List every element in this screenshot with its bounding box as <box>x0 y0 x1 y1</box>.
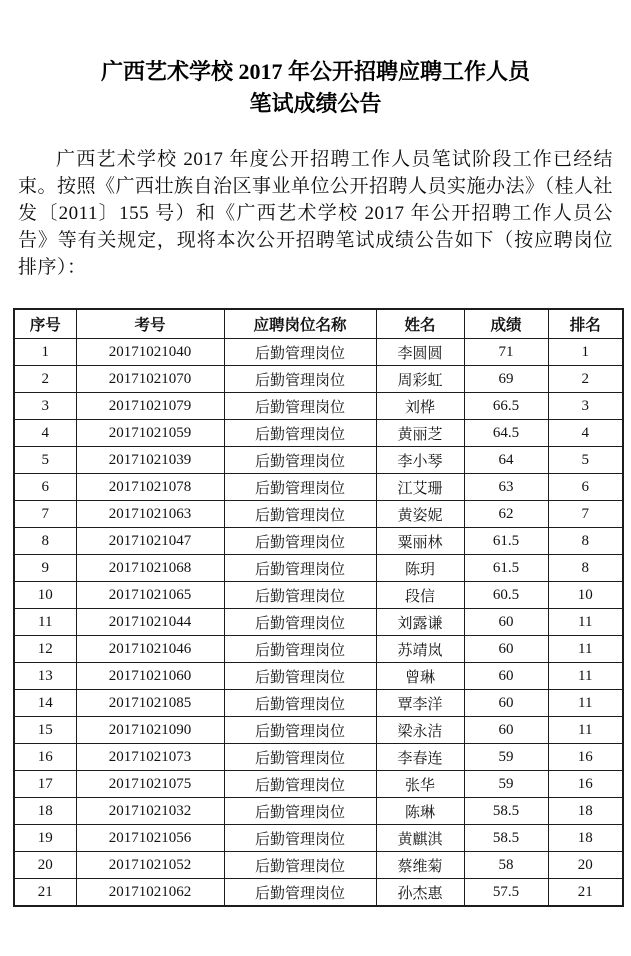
table-cell: 60.5 <box>464 582 548 609</box>
table-row <box>14 690 623 717</box>
table-cell: 21 <box>14 879 76 907</box>
table-cell: 苏靖岚 <box>376 636 464 663</box>
table-cell: 20171021073 <box>76 744 224 771</box>
table-cell: 20171021070 <box>76 366 224 393</box>
intro-paragraph: 广西艺术学校 2017 年度公开招聘工作人员笔试阶段工作已经结束。按照《广西壮族自治区事业单位公开招聘人员实施办法》（桂人社发〔2011〕155 号）和《广西艺术学校 2017 年公开招聘工作人员公告》等有关规定，现将本次公开招聘笔试成绩公告如下（按应聘岗位排序）： <box>18 149 614 278</box>
table-cell: 曾琳 <box>376 663 464 690</box>
table-cell: 20171021090 <box>76 717 224 744</box>
table-row <box>14 339 623 366</box>
table-cell: 后勤管理岗位 <box>224 366 376 393</box>
document-title <box>30 56 601 120</box>
table-cell: 61.5 <box>464 555 548 582</box>
table-cell: 58 <box>464 852 548 879</box>
table-row <box>14 609 623 636</box>
table-cell: 60 <box>464 663 548 690</box>
table-cell: 20171021063 <box>76 501 224 528</box>
table-cell: 2 <box>548 366 623 393</box>
table-cell: 14 <box>14 690 76 717</box>
table-cell: 李春连 <box>376 744 464 771</box>
table-cell: 20171021060 <box>76 663 224 690</box>
table-cell: 后勤管理岗位 <box>224 528 376 555</box>
table-cell: 11 <box>548 690 623 717</box>
table-cell: 7 <box>14 501 76 528</box>
table-cell: 12 <box>14 636 76 663</box>
table-row <box>14 582 623 609</box>
table-row <box>14 798 623 825</box>
column-header: 成绩 <box>464 309 548 339</box>
table-cell: 4 <box>14 420 76 447</box>
table-cell: 10 <box>14 582 76 609</box>
document-title-line-2: 笔试成绩公告 <box>249 91 382 116</box>
table-cell: 6 <box>14 474 76 501</box>
column-header: 序号 <box>14 309 76 339</box>
table-cell: 17 <box>14 771 76 798</box>
table-cell: 黄麒淇 <box>376 825 464 852</box>
page <box>0 56 631 956</box>
table-cell: 60 <box>464 690 548 717</box>
table-cell: 20171021046 <box>76 636 224 663</box>
table-row <box>14 717 623 744</box>
table-cell: 后勤管理岗位 <box>224 636 376 663</box>
table-cell: 后勤管理岗位 <box>224 798 376 825</box>
table-cell: 16 <box>548 771 623 798</box>
table-cell: 62 <box>464 501 548 528</box>
table-cell: 11 <box>14 609 76 636</box>
table-row <box>14 825 623 852</box>
table-cell: 61.5 <box>464 528 548 555</box>
table-cell: 11 <box>548 636 623 663</box>
table-row <box>14 744 623 771</box>
table-cell: 后勤管理岗位 <box>224 339 376 366</box>
table-cell: 15 <box>14 717 76 744</box>
table-cell: 18 <box>548 825 623 852</box>
table-cell: 刘桦 <box>376 393 464 420</box>
table-cell: 66.5 <box>464 393 548 420</box>
table-cell: 20171021032 <box>76 798 224 825</box>
table-cell: 江艾珊 <box>376 474 464 501</box>
table-row <box>14 879 623 907</box>
table-cell: 陈琳 <box>376 798 464 825</box>
table-row <box>14 852 623 879</box>
table-cell: 71 <box>464 339 548 366</box>
table-cell: 10 <box>548 582 623 609</box>
table-cell: 16 <box>548 744 623 771</box>
table-cell: 黄丽芝 <box>376 420 464 447</box>
table-cell: 9 <box>14 555 76 582</box>
announcement-document <box>0 56 631 956</box>
table-cell: 粟丽林 <box>376 528 464 555</box>
table-cell: 后勤管理岗位 <box>224 447 376 474</box>
table-cell: 60 <box>464 636 548 663</box>
results-table <box>13 308 624 907</box>
table-cell: 梁永洁 <box>376 717 464 744</box>
table-header-row <box>14 309 623 339</box>
table-cell: 7 <box>548 501 623 528</box>
table-cell: 13 <box>14 663 76 690</box>
table-cell: 19 <box>14 825 76 852</box>
table-cell: 后勤管理岗位 <box>224 879 376 907</box>
table-cell: 1 <box>14 339 76 366</box>
table-cell: 4 <box>548 420 623 447</box>
table-cell: 11 <box>548 663 623 690</box>
table-cell: 张华 <box>376 771 464 798</box>
table-row <box>14 420 623 447</box>
table-cell: 陈玥 <box>376 555 464 582</box>
table-cell: 18 <box>548 798 623 825</box>
table-cell: 段信 <box>376 582 464 609</box>
table-cell: 57.5 <box>464 879 548 907</box>
table-cell: 60 <box>464 717 548 744</box>
table-cell: 后勤管理岗位 <box>224 609 376 636</box>
table-cell: 后勤管理岗位 <box>224 663 376 690</box>
table-row <box>14 393 623 420</box>
table-cell: 69 <box>464 366 548 393</box>
table-cell: 20 <box>548 852 623 879</box>
table-cell: 后勤管理岗位 <box>224 474 376 501</box>
table-cell: 3 <box>548 393 623 420</box>
table-cell: 2 <box>14 366 76 393</box>
table-cell: 20171021062 <box>76 879 224 907</box>
table-cell: 60 <box>464 609 548 636</box>
table-cell: 后勤管理岗位 <box>224 690 376 717</box>
table-cell: 3 <box>14 393 76 420</box>
table-cell: 1 <box>548 339 623 366</box>
table-cell: 20171021078 <box>76 474 224 501</box>
table-cell: 后勤管理岗位 <box>224 555 376 582</box>
table-cell: 20171021056 <box>76 825 224 852</box>
table-row <box>14 501 623 528</box>
table-cell: 8 <box>548 555 623 582</box>
table-cell: 16 <box>14 744 76 771</box>
table-cell: 后勤管理岗位 <box>224 771 376 798</box>
column-header: 应聘岗位名称 <box>224 309 376 339</box>
table-cell: 20171021052 <box>76 852 224 879</box>
results-table-body <box>14 339 623 907</box>
table-cell: 20171021085 <box>76 690 224 717</box>
table-cell: 8 <box>14 528 76 555</box>
column-header: 排名 <box>548 309 623 339</box>
table-cell: 20 <box>14 852 76 879</box>
table-cell: 李圆圆 <box>376 339 464 366</box>
table-cell: 李小琴 <box>376 447 464 474</box>
table-cell: 黄姿妮 <box>376 501 464 528</box>
table-cell: 11 <box>548 609 623 636</box>
table-cell: 后勤管理岗位 <box>224 420 376 447</box>
table-cell: 后勤管理岗位 <box>224 852 376 879</box>
table-cell: 59 <box>464 744 548 771</box>
table-cell: 8 <box>548 528 623 555</box>
table-cell: 周彩虹 <box>376 366 464 393</box>
table-cell: 后勤管理岗位 <box>224 744 376 771</box>
table-cell: 18 <box>14 798 76 825</box>
table-cell: 63 <box>464 474 548 501</box>
table-cell: 21 <box>548 879 623 907</box>
table-cell: 58.5 <box>464 798 548 825</box>
column-header: 姓名 <box>376 309 464 339</box>
table-row <box>14 555 623 582</box>
table-cell: 5 <box>14 447 76 474</box>
table-cell: 59 <box>464 771 548 798</box>
table-cell: 20171021065 <box>76 582 224 609</box>
table-cell: 后勤管理岗位 <box>224 717 376 744</box>
table-row <box>14 447 623 474</box>
table-cell: 后勤管理岗位 <box>224 501 376 528</box>
table-cell: 20171021047 <box>76 528 224 555</box>
table-cell: 11 <box>548 717 623 744</box>
table-cell: 蔡维菊 <box>376 852 464 879</box>
table-cell: 20171021075 <box>76 771 224 798</box>
table-cell: 64 <box>464 447 548 474</box>
table-cell: 20171021059 <box>76 420 224 447</box>
table-row <box>14 528 623 555</box>
document-title-line-1: 广西艺术学校 2017 年公开招聘应聘工作人员 <box>100 59 530 84</box>
table-row <box>14 771 623 798</box>
table-cell: 刘露谦 <box>376 609 464 636</box>
table-cell: 孙杰惠 <box>376 879 464 907</box>
table-cell: 后勤管理岗位 <box>224 582 376 609</box>
table-cell: 后勤管理岗位 <box>224 393 376 420</box>
table-cell: 6 <box>548 474 623 501</box>
table-cell: 64.5 <box>464 420 548 447</box>
table-cell: 20171021079 <box>76 393 224 420</box>
table-row <box>14 366 623 393</box>
table-row <box>14 663 623 690</box>
table-cell: 20171021044 <box>76 609 224 636</box>
table-cell: 5 <box>548 447 623 474</box>
table-cell: 覃李洋 <box>376 690 464 717</box>
table-row <box>14 474 623 501</box>
table-cell: 20171021039 <box>76 447 224 474</box>
table-row <box>14 636 623 663</box>
table-cell: 58.5 <box>464 825 548 852</box>
column-header: 考号 <box>76 309 224 339</box>
table-cell: 20171021040 <box>76 339 224 366</box>
table-cell: 20171021068 <box>76 555 224 582</box>
table-cell: 后勤管理岗位 <box>224 825 376 852</box>
